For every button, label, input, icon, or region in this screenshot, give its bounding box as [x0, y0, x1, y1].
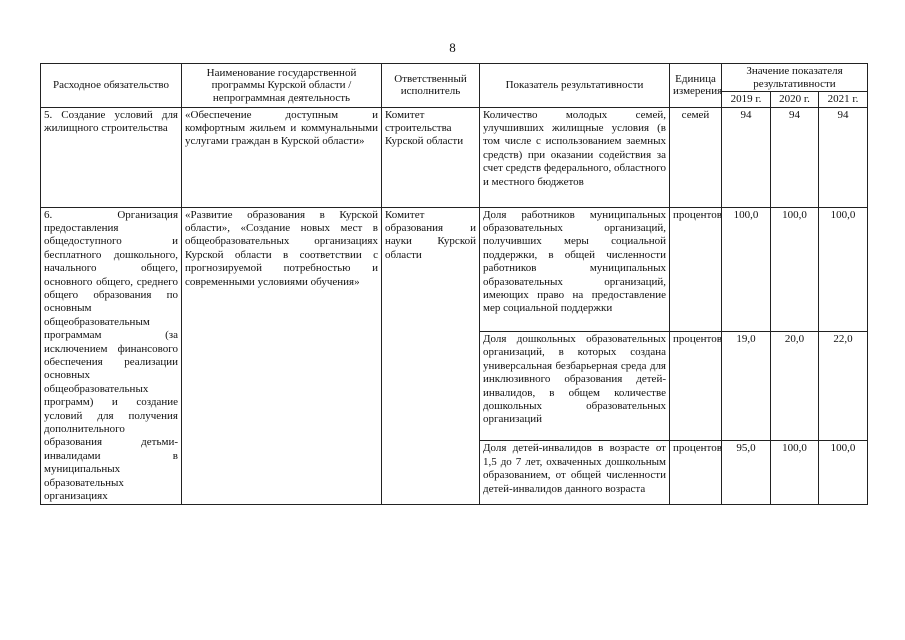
unit-cell: процентов — [670, 441, 722, 505]
program-cell: «Обеспечение доступным и комфортным жильем и коммунальными услугами граждан в Курской области» — [182, 107, 382, 207]
value-cell: 100,0 — [819, 207, 868, 332]
obligation-cell: 5. Создание условий для жилищного строительства — [41, 107, 182, 207]
executor-cell: Комитет строительства Курской области — [382, 107, 480, 207]
header-year: 2020 г. — [771, 92, 819, 108]
indicator-cell: Доля работников муниципальных образовательных организаций, получивших меры социальной поддержки, в общей численности работников муниципальных образовательных организаций, имеющих право на предоставление мер социальной поддержки — [480, 207, 670, 332]
value-cell: 100,0 — [771, 441, 819, 505]
program-cell: «Развитие образования в Курской области», «Создание новых мест в общеобразовательных организациях Курской области в соответствии с прогнозируемой потребностью и современными условиями обучения» — [182, 207, 382, 505]
value-cell: 19,0 — [722, 332, 771, 441]
value-cell: 100,0 — [819, 441, 868, 505]
table-row — [41, 107, 868, 207]
obligation-cell: 6. Организация предоставления общедоступного и бесплатного дошкольного, начального общего, основного общего, среднего общего образования по основным общеобразовательным программам (за исключением финансового обеспечения реализации основных общеобразовательных программ) и создание условий для получения дополнительного образования детьми-инвалидами в муниципальных образовательных организациях — [41, 207, 182, 505]
unit-cell: процентов — [670, 207, 722, 332]
value-cell: 20,0 — [771, 332, 819, 441]
unit-cell: семей — [670, 107, 722, 207]
page-number: 8 — [449, 40, 456, 55]
header-program: Наименование государственной программы Курской области / непрограммная деятельность — [182, 64, 382, 108]
value-cell: 100,0 — [771, 207, 819, 332]
header-year: 2021 г. — [819, 92, 868, 108]
results-table — [40, 63, 868, 505]
executor-cell: Комитет образования и науки Курской области — [382, 207, 480, 505]
header-unit: Единица измерения — [670, 64, 722, 108]
value-cell: 94 — [722, 107, 771, 207]
indicator-cell: Количество молодых семей, улучшивших жилищные условия (в том числе с использованием заемных средств) при оказании содействия за счет средств федерального, областного и местного бюджетов — [480, 107, 670, 207]
header-value-group: Значение показателя результативности — [722, 64, 868, 92]
header-year: 2019 г. — [722, 92, 771, 108]
table-row — [41, 207, 868, 332]
header-indicator: Показатель результативности — [480, 64, 670, 108]
value-cell: 95,0 — [722, 441, 771, 505]
value-cell: 22,0 — [819, 332, 868, 441]
header-row-top — [41, 64, 868, 92]
header-executor: Ответственный исполнитель — [382, 64, 480, 108]
indicator-cell: Доля дошкольных образовательных организаций, в которых создана универсальная безбарьерная среда для инклюзивного образования детей-инвалидов, в общем количестве дошкольных образовательных организаций — [480, 332, 670, 441]
value-cell: 100,0 — [722, 207, 771, 332]
value-cell: 94 — [771, 107, 819, 207]
unit-cell: процентов — [670, 332, 722, 441]
header-obligation: Расходное обязательство — [41, 64, 182, 108]
value-cell: 94 — [819, 107, 868, 207]
indicator-cell: Доля детей-инвалидов в возрасте от 1,5 до 7 лет, охваченных дошкольным образованием, от общей численности детей-инвалидов данного возраста — [480, 441, 670, 505]
